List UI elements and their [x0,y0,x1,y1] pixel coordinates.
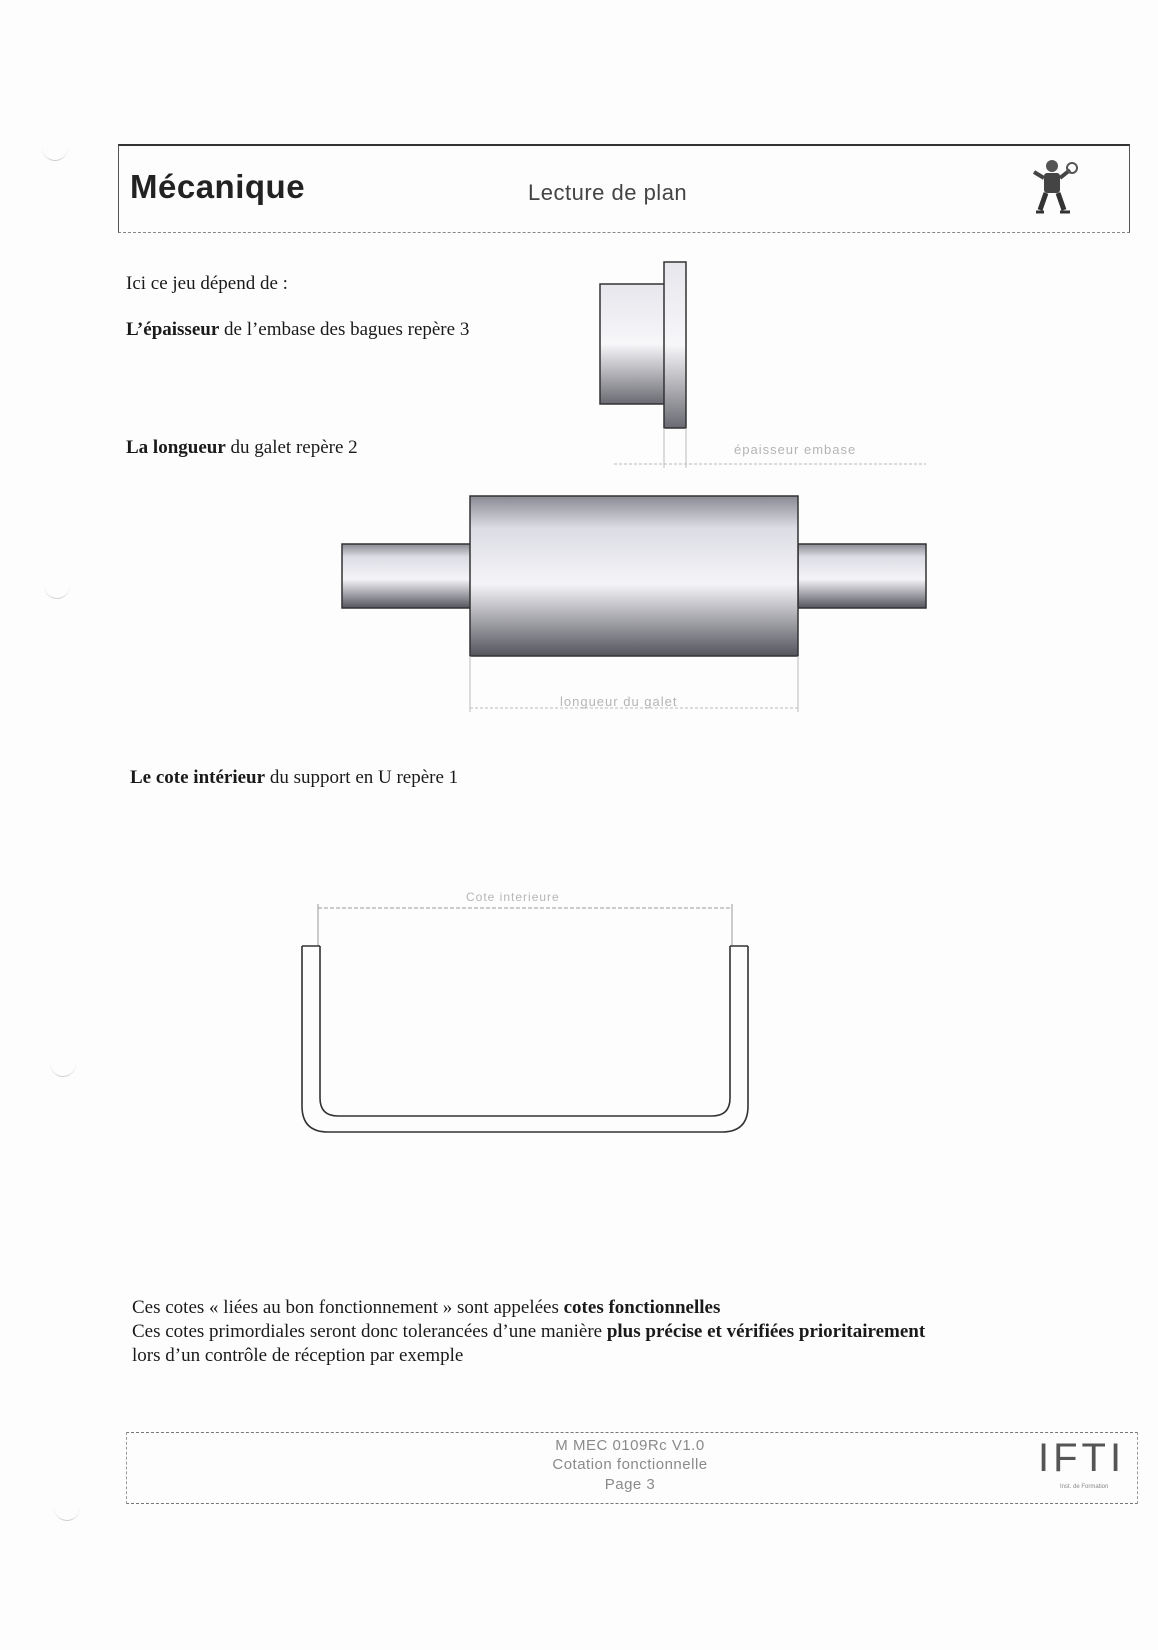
conclusion-line-2 [132,1320,925,1344]
galet-dimension-label: longueur du galet [560,694,678,709]
intro-text: Ici ce jeu dépend de : [126,273,288,294]
footer-reference: M MEC 0109Rc V1.0 [555,1437,705,1454]
item-longueur [126,436,358,460]
conclusion-line-1 [132,1296,720,1320]
binder-hole [54,1494,80,1521]
binder-hole [44,572,70,599]
support-dimension-label: Cote interieure [466,890,560,904]
conclusion-line-3: lors d’un contrôle de réception par exemple [132,1345,464,1366]
item-cote-interieur-rest: du support en U repère 1 [265,767,459,788]
ifti-logo: IFTI [1038,1436,1126,1480]
item-longueur-bold: La longueur [126,437,226,458]
binder-hole [42,134,68,161]
item-cote-interieur [130,766,458,790]
conclusion-line-1-bold: cotes fonctionnelles [563,1297,721,1318]
support-u-figure [296,900,766,1150]
conclusion-line-2-bold: plus précise et vérifiées prioritairement [606,1321,926,1342]
item-cote-interieur-bold: Le cote intérieur [130,767,266,788]
item-epaisseur [126,318,469,342]
page-title: Mécanique [130,168,306,205]
footer-module: Cotation fonctionnelle [552,1456,708,1473]
binder-hole [50,1050,76,1077]
bague-dimension-label: épaisseur embase [734,442,857,457]
item-epaisseur-rest: de l’embase des bagues repère 3 [219,319,470,340]
item-epaisseur-bold: L’épaisseur [126,319,220,340]
item-longueur-rest: du galet repère 2 [225,437,358,458]
ifti-logo-subtitle: Inst. de Formation [1060,1484,1109,1490]
conclusion-line-2-text: Ces cotes primordiales seront donc tolerancées d’une manière [132,1321,607,1342]
mechanic-logo-icon [1030,156,1080,216]
conclusion-line-1-text: Ces cotes « liées au bon fonctionnement » sont appelées [132,1297,564,1318]
page-subtitle: Lecture de plan [528,180,688,205]
footer-page-number: Page 3 [604,1476,656,1493]
